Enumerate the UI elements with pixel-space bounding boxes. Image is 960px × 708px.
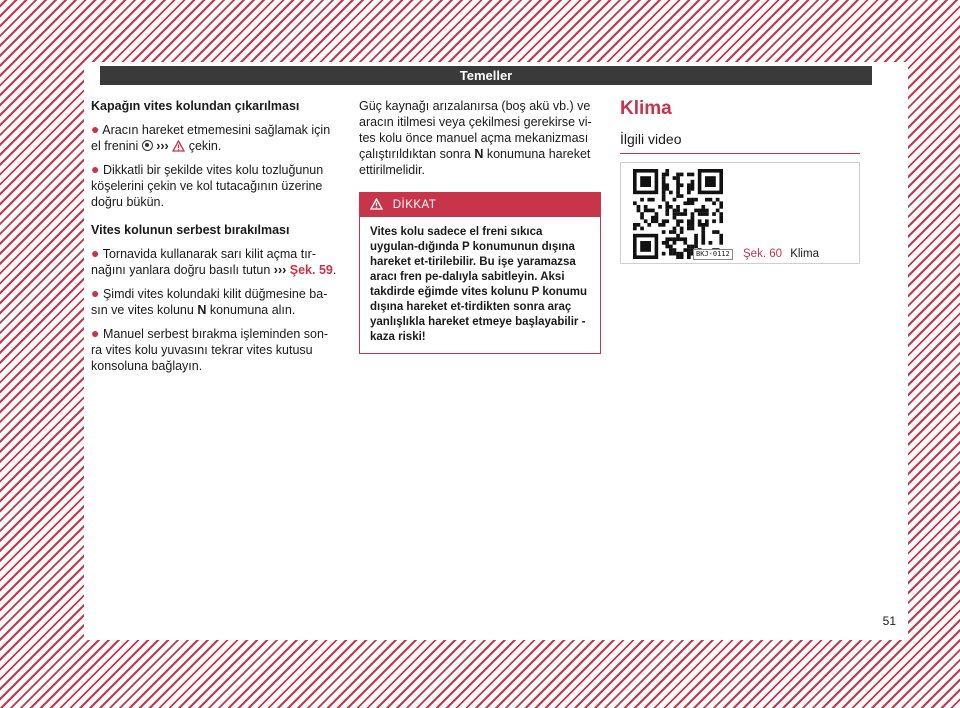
bullet-icon: ● bbox=[91, 121, 100, 137]
list-item: ● Manuel serbest bırakma işleminden son-ra vites kolu yuvasını tekrar vites kutusu konsoluna bağlayın. bbox=[91, 325, 329, 373]
list-item: ● Şimdi vites kolundaki kilit düğmesine ba-sın ve vites kolunu N konumuna alın. bbox=[91, 285, 328, 317]
column-right bbox=[620, 98, 860, 264]
figure-number: Şek. 60 bbox=[743, 248, 782, 260]
video-figure bbox=[620, 162, 860, 264]
list-item: ● Tornavida kullanarak sarı kilit açma tır-nağını yanlara doğru basılı tutun ››› Şek. 59. bbox=[91, 245, 337, 277]
bullet-icon: ● bbox=[91, 161, 100, 177]
heading-gear-release: Vites kolunun serbest bırakılması bbox=[91, 223, 290, 237]
warning-title: DİKKAT bbox=[392, 199, 437, 211]
warning-text: Vites kolu sadece el freni sıkıca uygulan-dığında P konumunun dışına hareket et-tirilebilir. Bu işe yaramazsa aracı fren pe-dalıyla sabitleyin. Aksi takdirde eğimde vites kolunu P konumu dışına hareket et-tirdikten sonra araç yanlışlıkla hareket etmeye başlayabilir - kaza riski! bbox=[370, 226, 588, 343]
section-title: Klima bbox=[620, 98, 672, 119]
page-number: 51 bbox=[882, 614, 896, 628]
parking-brake-icon bbox=[142, 140, 153, 151]
column-left bbox=[91, 98, 339, 381]
bullet-icon: ● bbox=[91, 325, 100, 341]
figure-link-59[interactable]: Şek. 59 bbox=[289, 263, 333, 277]
bullet-icon: ● bbox=[91, 245, 100, 261]
qr-code[interactable] bbox=[633, 169, 723, 259]
manual-page bbox=[84, 62, 908, 640]
column-middle bbox=[359, 98, 601, 354]
list-item: ● Aracın hareket etmemesini sağlamak için el frenini ››› çekin. bbox=[91, 121, 331, 153]
warning-box bbox=[359, 192, 601, 354]
figure-caption-text: Klima bbox=[790, 248, 819, 260]
list-item: ● Dikkatli bir şekilde vites kolu tozluğunun köşelerini çekin ve kol tutacağının üzerine doğru bükün. bbox=[91, 161, 324, 209]
section-header: Temeller bbox=[100, 66, 872, 85]
heading-cover-removal: Kapağın vites kolundan çıkarılması bbox=[91, 99, 300, 113]
figure-caption bbox=[743, 246, 819, 262]
bullet-icon: ● bbox=[91, 285, 100, 301]
warning-header bbox=[360, 193, 600, 217]
arrow-ref: ››› bbox=[273, 263, 287, 277]
body-paragraph: Güç kaynağı arızalanırsa (boş akü vb.) ve aracın itilmesi veya çekilmesi gerekirse vi-tes kolu önce manuel açma mekanizması çalıştırıldıktan sonra N konumuna hareket ettirilmelidir. bbox=[359, 99, 592, 177]
warning-icon bbox=[370, 198, 383, 210]
related-video-heading: İlgili video bbox=[620, 130, 860, 154]
figure-code: BKJ-0112 bbox=[693, 249, 733, 260]
arrow-ref: ››› bbox=[156, 139, 169, 153]
warning-icon bbox=[172, 140, 185, 152]
